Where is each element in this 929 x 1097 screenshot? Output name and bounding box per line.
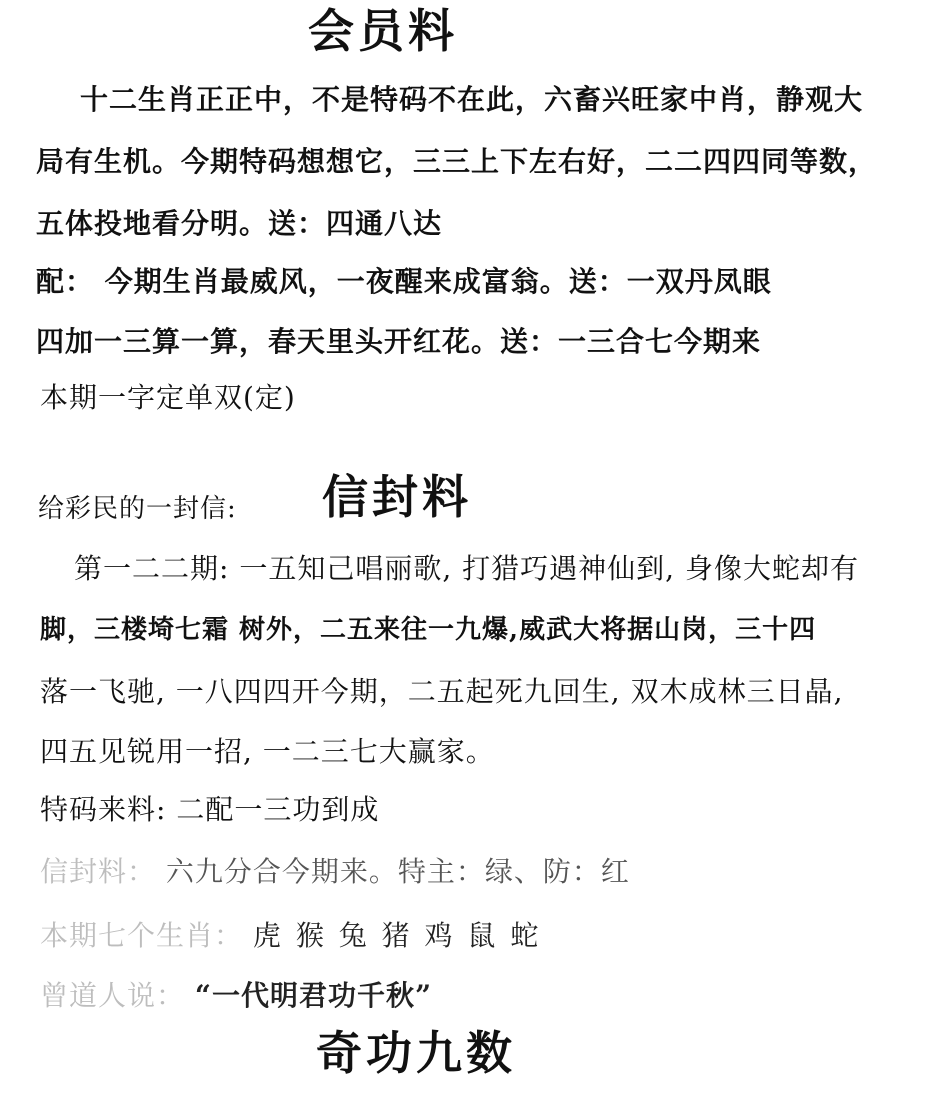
letter-intro: 给彩民的一封信:: [38, 494, 237, 524]
member-line-4: 配： 今期生肖最威风，一夜醒来成富翁。送：一双丹凤眼: [36, 265, 772, 298]
faded-line-3: [40, 979, 433, 1012]
faded-line-1-text: 六九分合今期来。特主：绿、防：红: [165, 855, 630, 888]
member-line-5: 四加一三算一算，春天里头开红花。送：一三合七今期来: [36, 325, 762, 358]
footer-title: 奇功九数: [316, 1026, 516, 1080]
letter-line-1: 第一二二期: 一五知己唱丽歌, 打猎巧遇神仙到, 身像大蛇却有: [74, 552, 859, 585]
faded-line-2-text: 虎 猴 兔 猪 鸡 鼠 蛇: [252, 919, 542, 952]
faded-line-1-label: 信封料：: [40, 855, 157, 888]
member-line-6: 本期一字定单双(定): [40, 381, 296, 414]
letter-section-title: 信封料: [322, 470, 472, 524]
member-line-1: 十二生肖正正中，不是特码不在此，六畜兴旺家中肖，静观大: [80, 83, 864, 116]
faded-line-2: [40, 919, 542, 952]
letter-line-4: 四五见锐用一招, 一二三七大赢家。: [40, 735, 495, 768]
member-section-title: 会员料: [308, 4, 458, 58]
member-line-2: 局有生机。今期特码想想它，三三上下左右好，二二四四同等数，: [36, 145, 878, 178]
faded-line-3-label: 曾道人说：: [40, 979, 186, 1012]
faded-line-2-label: 本期七个生肖：: [40, 919, 244, 952]
faded-line-1: [40, 855, 630, 888]
faded-line-3-text: “一代明君功千秋”: [194, 979, 433, 1012]
letter-line-3: 落一飞驰, 一八四四开今期，二五起死九回生, 双木成林三日晶,: [40, 675, 844, 708]
letter-line-2: 脚，三楼埼七霜 树外，二五来往一九爆,威武大将据山岗，三十四: [40, 615, 817, 645]
member-line-3: 五体投地看分明。送：四通八达: [36, 207, 443, 240]
letter-line-5: 特码来料: 二配一三功到成: [40, 793, 380, 826]
